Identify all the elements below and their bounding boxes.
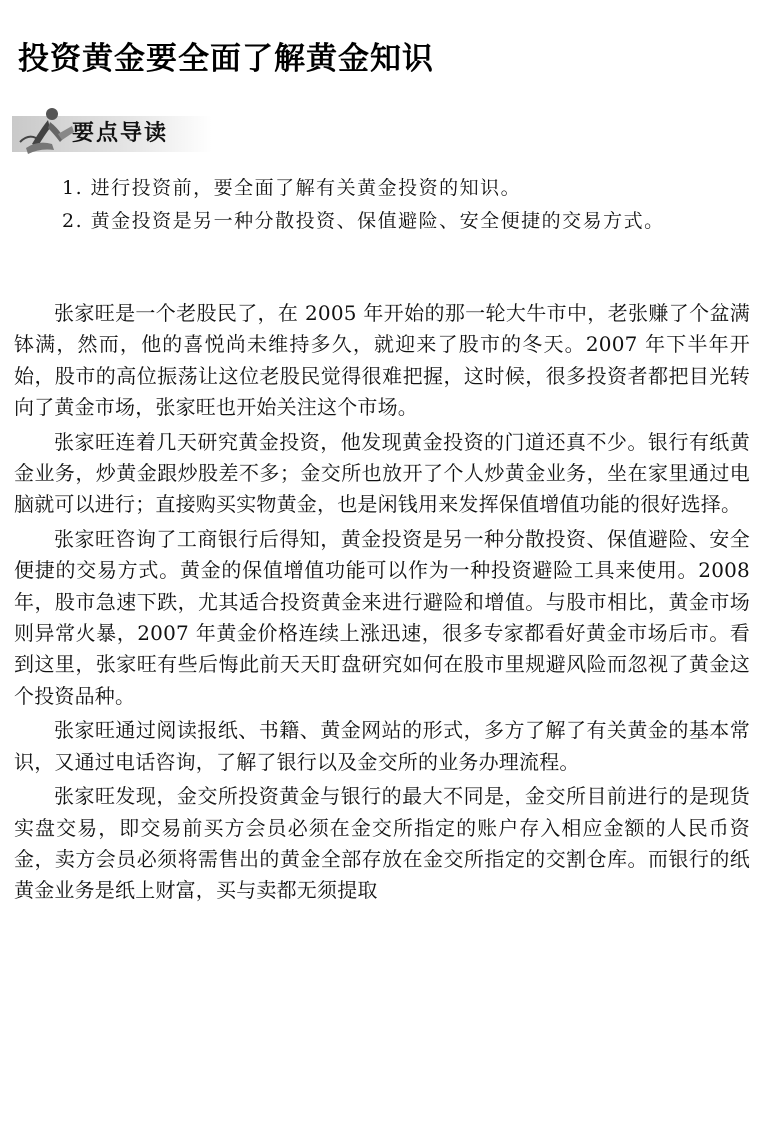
key-point-item: 2. 黄金投资是另一种分散投资、保值避险、安全便捷的交易方式。	[62, 210, 665, 232]
paragraph: 张家旺发现，金交所投资黄金与银行的最大不同是，金交所目前进行的是现货实盘交易，即交易前买方会员必须在金交所指定的账户存入相应金额的人民币资金，卖方会员必须将需售出的黄金全部存放在金交所指定的交割仓库。而银行的纸黄金业务是纸上财富，买与卖都无须提取	[14, 784, 750, 903]
section-label: 要点导读	[72, 121, 169, 146]
section-banner	[12, 102, 212, 158]
page-title: 投资黄金要全面了解黄金知识	[18, 40, 434, 77]
reading-figure-icon	[18, 104, 76, 156]
paragraph: 张家旺是一个老股民了，在 2005 年开始的那一轮大牛市中，老张赚了个盆满钵满，然而，他的喜悦尚未维持多久，就迎来了股市的冬天。2007 年下半年开始，股市的高位振荡让这位老股民觉得很难把握，这时候，很多投资者都把目光转向了黄金市场，张家旺也开始关注这个市场。	[14, 301, 750, 420]
paragraph: 张家旺连着几天研究黄金投资，他发现黄金投资的门道还真不少。银行有纸黄金业务，炒黄金跟炒股差不多；金交所也放开了个人炒黄金业务，坐在家里通过电脑就可以进行；直接购买实物黄金，也是闲钱用来发挥保值增值功能的很好选择。	[14, 429, 750, 517]
paragraph: 张家旺咨询了工商银行后得知，黄金投资是另一种分散投资、保值避险、安全便捷的交易方式。黄金的保值增值功能可以作为一种投资避险工具来使用。2008 年，股市急速下跌，尤其适合投资黄金来进行避险和增值。与股市相比，黄金市场则异常火暴，2007 年黄金价格连续上涨迅速，很多专家都看好黄金市场后市。看到这里，张家旺有些后悔此前天天盯盘研究如何在股市里规避风险而忽视了黄金这个投资品种。	[14, 526, 750, 708]
key-points-list	[62, 172, 742, 238]
article-body	[14, 298, 750, 910]
key-point-item: 1. 进行投资前，要全面了解有关黄金投资的知识。	[62, 177, 522, 199]
paragraph: 张家旺通过阅读报纸、书籍、黄金网站的形式，多方了解了有关黄金的基本常识，又通过电话咨询，了解了银行以及金交所的业务办理流程。	[14, 718, 750, 774]
